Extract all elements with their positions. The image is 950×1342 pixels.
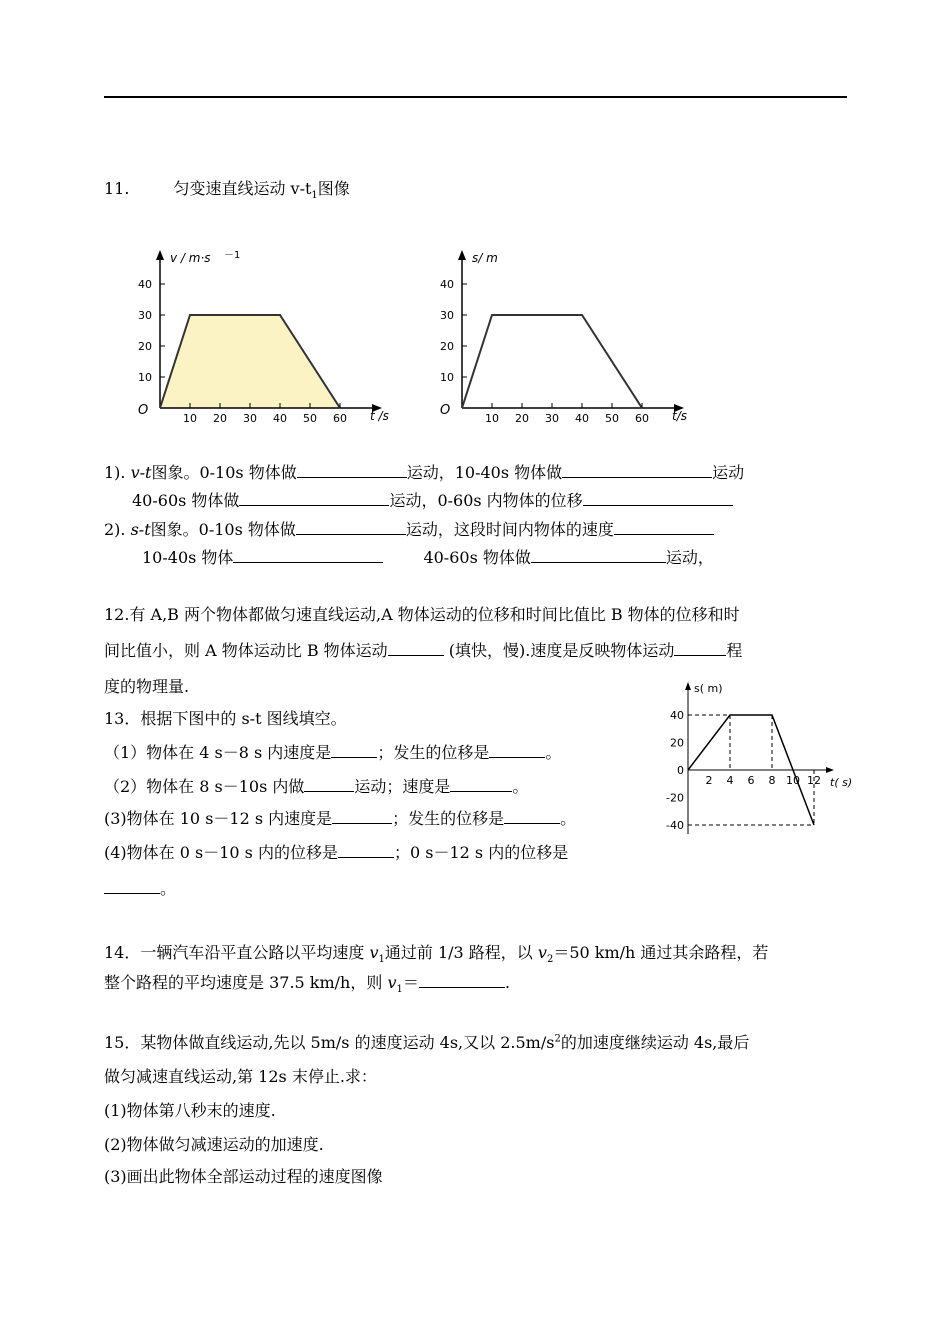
vt-xtick-label: 30 (243, 412, 257, 425)
answer-blank[interactable] (419, 973, 505, 988)
vt-ytick-label: 20 (138, 340, 152, 353)
q11-title: 11. 匀变速直线运动 $v-t_1$图像 (104, 179, 350, 202)
vt-ylabel: v / m·s (170, 251, 211, 265)
answer-blank[interactable] (297, 463, 407, 478)
st-xtick-label: 60 (635, 412, 649, 425)
st-xlabel: t/s (672, 409, 687, 423)
q15-line1: 15．某物体做直线运动,先以 5m/s 的速度运动 4s,又以 $2.5m/s^2$的加速度继续运动 4s,最后 (104, 1033, 750, 1052)
q14-line2: 整个路程的平均速度是 37.5 km/h，则 $v_1=$ . (104, 973, 510, 996)
answer-blank[interactable] (338, 843, 394, 858)
vt-ytick-label: 30 (138, 309, 152, 322)
q13-xtick-label: 6 (747, 774, 755, 787)
q11-p1-line2: 40-60s 物体做 运动，0-60s 内物体的位移 (132, 488, 733, 511)
q13-ytick-label: -40 (666, 819, 684, 832)
q15-line4: (2)物体做匀减速运动的加速度. (104, 1135, 324, 1154)
answer-blank[interactable] (304, 777, 354, 792)
st-graph (432, 242, 702, 432)
vt-area (160, 315, 340, 408)
st-xtick-label: 20 (515, 412, 529, 425)
st-ytick-label: 20 (440, 340, 454, 353)
st-line (462, 315, 642, 408)
st-xtick-label: 40 (575, 412, 589, 425)
q13-xtick-label: 12 (807, 774, 821, 787)
answer-blank[interactable] (233, 548, 383, 563)
answer-blank[interactable] (450, 777, 512, 792)
vt-xtick-label: 10 (183, 412, 197, 425)
q13-xtick-label: 2 (705, 774, 713, 787)
answer-blank[interactable] (331, 743, 377, 758)
vt-xtick-label: 20 (213, 412, 227, 425)
vt-xtick-label: 40 (273, 412, 287, 425)
q12-line2: 间比值小，则 A 物体运动比 B 物体运动 (填快，慢).速度是反映物体运动 程 (104, 641, 743, 660)
answer-blank[interactable] (489, 743, 545, 758)
answer-blank[interactable] (296, 520, 406, 535)
q11-p1-line1: 1). v-t图象。0-10s 物体做 运动，10-40s 物体做 运动 (104, 463, 745, 482)
vt-xtick-label: 50 (303, 412, 317, 425)
q13-ylabel: s( m) (694, 682, 723, 695)
q11-p2-line1: 2). s-t图象。0-10s 物体做 运动，这段时间内物体的速度 (104, 517, 714, 540)
answer-blank[interactable] (674, 641, 726, 656)
st-xtick-label: 10 (485, 412, 499, 425)
vt-graph (130, 242, 400, 432)
st-ylabel: s/ m (472, 251, 498, 265)
st-ytick-label: 10 (440, 371, 454, 384)
q13-xtick-label: 4 (726, 774, 734, 787)
q13-xlabel: t( s) (830, 776, 853, 789)
st-origin: O (440, 403, 451, 418)
answer-blank[interactable] (531, 548, 666, 563)
q13-ytick-label: 40 (670, 709, 684, 722)
q12-line1: 12.有 A,B 两个物体都做匀速直线运动,A 物体运动的位移和时间比值比 B 物体的位移和时 (104, 605, 740, 624)
q15-line3: (1)物体第八秒末的速度. (104, 1101, 276, 1120)
st-xtick-label: 50 (605, 412, 619, 425)
answer-blank[interactable] (388, 641, 444, 656)
st-y-arrow (458, 250, 466, 260)
vt-xtick-label: 60 (333, 412, 347, 425)
answer-blank[interactable] (562, 463, 712, 478)
q13-item2: （2）物体在 8 s－10s 内做 运动；速度是 。 (104, 777, 529, 796)
answer-blank[interactable] (104, 879, 160, 894)
q15-line5: (3)画出此物体全部运动过程的速度图像 (104, 1167, 383, 1186)
q13-ytick-label: 0 (677, 764, 684, 777)
st-ytick-label: 40 (440, 278, 454, 291)
st-xtick-label: 30 (545, 412, 559, 425)
vt-y-arrow (156, 250, 164, 260)
q13-title: 13．根据下图中的 s-t 图线填空。 (104, 709, 347, 728)
vt-ytick-label: 10 (138, 371, 152, 384)
q13-ytick-label: 20 (670, 736, 684, 750)
q15-line2: 做匀减速直线运动,第 12s 末停止.求： (104, 1067, 377, 1086)
q13-xtick-label: 10 (786, 774, 800, 787)
answer-blank[interactable] (332, 809, 392, 824)
q13-st-graph (654, 676, 898, 836)
vt-ylabel-exp: －1 (224, 250, 241, 261)
q13-xtick-label: 8 (768, 774, 776, 787)
q13-y-arrow (685, 682, 691, 690)
q13-ytick-label: -20 (666, 791, 684, 805)
vt-origin: O (138, 403, 149, 418)
q13-item1: （1）物体在 4 s－8 s 内速度是 ；发生的位移是 。 (104, 743, 562, 762)
answer-blank[interactable] (239, 491, 389, 506)
answer-blank[interactable] (583, 491, 733, 506)
vt-ytick-label: 40 (138, 278, 152, 291)
q14-line1: 14．一辆汽车沿平直公路以平均速度 $v_1$通过前 1/3 路程，以 $v_2=50$ km/h 通过其余路程，若 (104, 943, 769, 966)
st-ytick-label: 30 (440, 309, 454, 322)
answer-blank[interactable] (504, 809, 560, 824)
q12-line3: 度的物理量. (104, 677, 190, 696)
q13-x-arrow (826, 767, 834, 773)
answer-blank[interactable] (614, 520, 714, 535)
q13-item4: (4)物体在 0 s－10 s 内的位移是 ；0 s－12 s 内的位移是 (104, 843, 569, 862)
q13-item3: (3)物体在 10 s－12 s 内速度是 ；发生的位移是 。 (104, 809, 577, 828)
q13-item4-cont: 。 (104, 876, 176, 899)
header-rule (104, 96, 847, 98)
vt-xlabel: t /s (370, 409, 389, 423)
q11-p2-line2: 10-40s 物体 40-60s 物体做 运动， (142, 548, 714, 567)
